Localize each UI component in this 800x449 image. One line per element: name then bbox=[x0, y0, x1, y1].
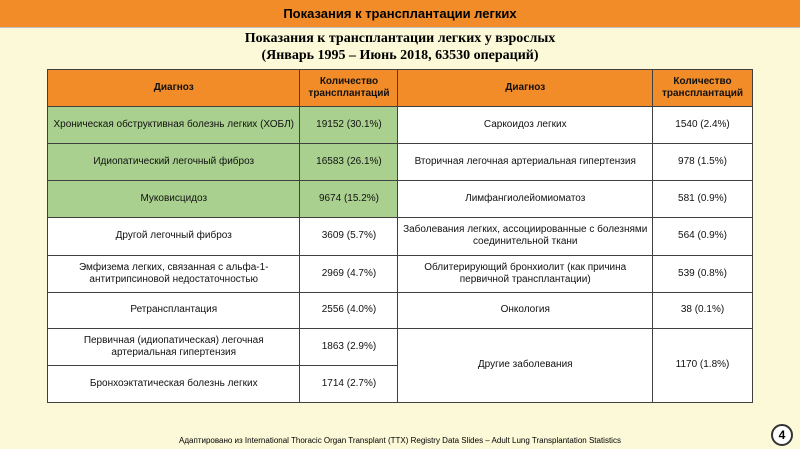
cell-diagnosis: Эмфизема легких, связанная с альфа-1-антитрипсиновой недостаточностью bbox=[48, 255, 300, 292]
title-bar bbox=[0, 0, 800, 28]
cell-count: 1714 (2.7%) bbox=[300, 365, 398, 402]
table-row bbox=[48, 144, 753, 181]
cell-diagnosis: Идиопатический легочный фиброз bbox=[48, 144, 300, 181]
table-row bbox=[48, 255, 753, 292]
cell-count: 539 (0.8%) bbox=[653, 255, 753, 292]
cell-count: 1170 (1.8%) bbox=[653, 328, 753, 402]
cell-count: 2969 (4.7%) bbox=[300, 255, 398, 292]
cell-count: 1540 (2.4%) bbox=[653, 107, 753, 144]
cell-count: 16583 (26.1%) bbox=[300, 144, 398, 181]
caption-line-1: Показания к трансплантации легких у взрослых bbox=[244, 31, 556, 46]
cell-diagnosis: Бронхоэктатическая болезнь легких bbox=[48, 365, 300, 402]
col-header-count-right: Количество трансплантаций bbox=[653, 70, 753, 107]
table-row bbox=[48, 107, 753, 144]
cell-diagnosis: Первичная (идиопатическая) легочная артериальная гипертензия bbox=[48, 328, 300, 365]
cell-count: 1863 (2.9%) bbox=[300, 328, 398, 365]
caption-line-2: (Январь 1995 – Июнь 2018, 63530 операций) bbox=[261, 48, 539, 63]
cell-diagnosis: Муковисцидоз bbox=[48, 181, 300, 218]
table-row bbox=[48, 181, 753, 218]
cell-diagnosis: Хроническая обструктивная болезнь легких (ХОБЛ) bbox=[48, 107, 300, 144]
page-number: 4 bbox=[778, 428, 786, 442]
cell-diagnosis: Заболевания легких, ассоциированные с болезнями соединительной ткани bbox=[398, 218, 653, 255]
cell-count: 19152 (30.1%) bbox=[300, 107, 398, 144]
page-number-badge bbox=[771, 424, 793, 446]
cell-count: 564 (0.9%) bbox=[653, 218, 753, 255]
col-header-diagnosis-left: Диагноз bbox=[48, 70, 300, 107]
cell-count: 581 (0.9%) bbox=[653, 181, 753, 218]
cell-diagnosis: Другие заболевания bbox=[398, 328, 653, 402]
cell-count: 3609 (5.7%) bbox=[300, 218, 398, 255]
source-note: Адаптировано из International Thoracic Organ Transplant (TTX) Registry Data Slides – Adult Lung Transplantation Statistics bbox=[179, 436, 621, 445]
col-header-count-left: Количество трансплантаций bbox=[300, 70, 398, 107]
page-title: Показания к трансплантации легких bbox=[283, 6, 517, 21]
cell-diagnosis: Вторичная легочная артериальная гипертензия bbox=[398, 144, 653, 181]
table-header-row bbox=[48, 70, 753, 107]
cell-diagnosis: Лимфангиолейомиоматоз bbox=[398, 181, 653, 218]
table-row bbox=[48, 328, 753, 365]
cell-diagnosis: Онкология bbox=[398, 292, 653, 328]
indications-table bbox=[47, 69, 753, 403]
table-row bbox=[48, 292, 753, 328]
cell-diagnosis: Саркоидоз легких bbox=[398, 107, 653, 144]
cell-diagnosis: Облитерирующий бронхиолит (как причина первичной трансплантации) bbox=[398, 255, 653, 292]
cell-diagnosis: Другой легочный фиброз bbox=[48, 218, 300, 255]
cell-count: 2556 (4.0%) bbox=[300, 292, 398, 328]
cell-count: 38 (0.1%) bbox=[653, 292, 753, 328]
cell-count: 978 (1.5%) bbox=[653, 144, 753, 181]
table-row bbox=[48, 218, 753, 255]
col-header-diagnosis-right: Диагноз bbox=[398, 70, 653, 107]
table-caption bbox=[0, 30, 800, 64]
cell-count: 9674 (15.2%) bbox=[300, 181, 398, 218]
cell-diagnosis: Ретрансплантация bbox=[48, 292, 300, 328]
